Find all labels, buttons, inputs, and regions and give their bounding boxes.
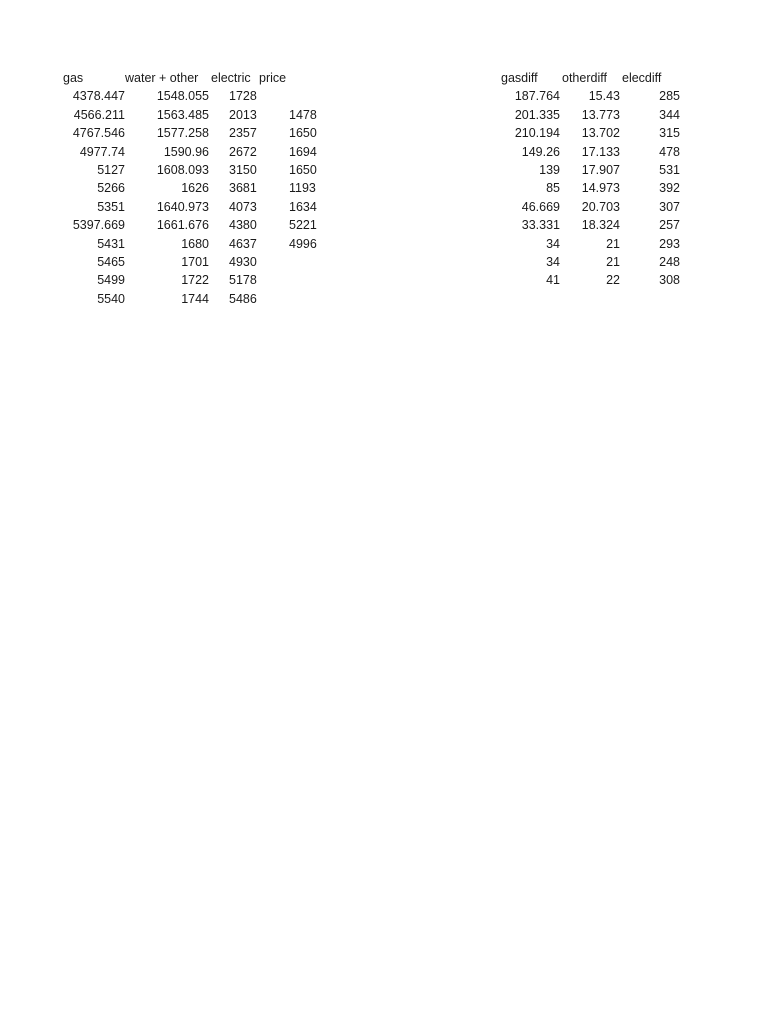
cell-otherdiff[interactable]: 18.324 (581, 218, 620, 233)
cell-electric[interactable]: 2013 (229, 107, 257, 122)
header-row (63, 69, 317, 87)
cell-gas[interactable]: 4767.546 (72, 126, 125, 141)
cell-elecdiff[interactable]: 293 (659, 236, 680, 251)
cell-gas[interactable]: 5397.669 (72, 218, 125, 233)
table-row (63, 290, 317, 308)
cell-gasdiff[interactable]: 210.194 (514, 126, 560, 141)
cell-electric[interactable]: 4380 (229, 218, 257, 233)
cell-price[interactable]: 1193 (289, 181, 316, 196)
cell-water-other[interactable]: 1577.258 (156, 126, 209, 141)
cell-otherdiff[interactable]: 13.702 (581, 126, 620, 141)
table-row (63, 87, 317, 105)
cell-electric[interactable]: 3150 (229, 163, 257, 178)
cell-electric[interactable]: 2672 (229, 144, 257, 159)
cell-elecdiff[interactable]: 531 (659, 163, 680, 178)
cell-otherdiff[interactable]: 21 (606, 255, 620, 270)
cell-gas[interactable]: 5465 (97, 255, 125, 270)
cell-gas[interactable]: 4378.447 (72, 89, 125, 104)
cell-price[interactable] (257, 271, 317, 289)
table-row (501, 198, 680, 216)
header-elecdiff[interactable]: elecdiff (622, 71, 662, 85)
cell-gasdiff[interactable]: 201.335 (514, 107, 560, 122)
cell-price[interactable]: 1478 (289, 107, 317, 122)
cell-otherdiff[interactable]: 14.973 (581, 181, 620, 196)
cell-elecdiff[interactable]: 344 (659, 107, 680, 122)
cell-price[interactable]: 1650 (289, 163, 317, 178)
table-row (63, 106, 317, 124)
cell-elecdiff[interactable]: 307 (659, 199, 680, 214)
table-row (63, 216, 317, 234)
cell-water-other[interactable]: 1701 (181, 255, 209, 270)
header-gas[interactable]: gas (63, 71, 84, 85)
cell-water-other[interactable]: 1680 (181, 236, 209, 251)
cell-water-other[interactable]: 1590.96 (163, 144, 209, 159)
cell-gas[interactable]: 4566.211 (73, 107, 125, 122)
header-otherdiff[interactable]: otherdiff (562, 71, 607, 85)
cell-elecdiff[interactable]: 478 (659, 144, 680, 159)
cell-gasdiff[interactable]: 34 (546, 255, 560, 270)
table-row (501, 143, 680, 161)
table-row (501, 106, 680, 124)
cell-gas[interactable]: 5431 (97, 236, 125, 251)
cell-gasdiff[interactable]: 85 (546, 181, 560, 196)
table-row (501, 87, 680, 105)
table-row (63, 161, 317, 179)
cell-gas[interactable]: 5540 (97, 291, 125, 306)
cell-otherdiff[interactable]: 17.133 (581, 144, 620, 159)
cell-elecdiff[interactable]: 315 (659, 126, 680, 141)
cell-otherdiff[interactable]: 15.43 (588, 89, 620, 104)
table-row (63, 235, 317, 253)
cell-otherdiff[interactable]: 21 (606, 236, 620, 251)
cell-gasdiff[interactable]: 33.331 (521, 218, 560, 233)
cell-water-other[interactable]: 1548.055 (156, 89, 209, 104)
cell-gas[interactable]: 5127 (97, 163, 125, 178)
cell-price[interactable] (257, 253, 317, 271)
cell-electric[interactable]: 5178 (229, 273, 257, 288)
cell-gas[interactable]: 5499 (97, 273, 125, 288)
cell-water-other[interactable]: 1608.093 (156, 163, 209, 178)
cell-water-other[interactable]: 1640.973 (156, 199, 209, 214)
cell-gasdiff[interactable]: 149.26 (521, 144, 560, 159)
cell-otherdiff[interactable]: 13.773 (581, 107, 620, 122)
cell-price[interactable]: 4996 (289, 236, 317, 251)
cell-electric[interactable]: 3681 (229, 181, 257, 196)
differences-table (501, 69, 680, 290)
table-row (63, 124, 317, 142)
table-row (501, 179, 680, 197)
cell-otherdiff[interactable]: 22 (606, 273, 620, 288)
table-row (63, 253, 317, 271)
cell-electric[interactable]: 2357 (229, 126, 257, 141)
header-electric[interactable]: electric (211, 71, 251, 85)
cell-electric[interactable]: 4073 (229, 199, 257, 214)
cell-gasdiff[interactable]: 46.669 (521, 199, 560, 214)
cell-gasdiff[interactable]: 34 (546, 236, 560, 251)
table-row (63, 143, 317, 161)
cell-price[interactable]: 1694 (289, 144, 317, 159)
cell-gas[interactable]: 5351 (97, 199, 125, 214)
cell-price[interactable] (257, 87, 317, 105)
table-row (501, 235, 680, 253)
cell-elecdiff[interactable]: 392 (659, 181, 680, 196)
table-row (501, 161, 680, 179)
table-row (63, 198, 317, 216)
cell-gasdiff[interactable]: 139 (539, 163, 560, 178)
cell-electric[interactable]: 1728 (229, 89, 257, 104)
table-row (63, 271, 317, 289)
cell-otherdiff[interactable]: 17.907 (581, 163, 620, 178)
table-row (501, 124, 680, 142)
cell-water-other[interactable]: 1626 (181, 181, 209, 196)
cell-gas[interactable]: 5266 (97, 181, 125, 196)
table-row (501, 271, 680, 289)
cell-water-other[interactable]: 1722 (181, 273, 209, 288)
cell-water-other[interactable]: 1563.485 (156, 107, 209, 122)
header-price[interactable]: price (259, 71, 287, 85)
cell-electric[interactable]: 4637 (229, 236, 257, 251)
cell-elecdiff[interactable]: 285 (659, 89, 680, 104)
cell-otherdiff[interactable]: 20.703 (581, 199, 620, 214)
table-row (501, 253, 680, 271)
table-row (63, 179, 317, 197)
cell-gasdiff[interactable]: 187.764 (514, 89, 560, 104)
header-row (501, 69, 680, 87)
utility-readings-table (63, 69, 317, 308)
cell-price[interactable]: 5221 (289, 218, 317, 233)
header-gasdiff[interactable]: gasdiff (501, 71, 538, 85)
table-row (501, 216, 680, 234)
cell-price[interactable]: 1634 (289, 199, 317, 214)
header-water-other[interactable]: water + other (125, 71, 199, 85)
cell-water-other[interactable]: 1744 (181, 291, 209, 306)
cell-price[interactable] (257, 290, 317, 308)
cell-water-other[interactable]: 1661.676 (156, 218, 209, 233)
cell-electric[interactable]: 4930 (229, 255, 257, 270)
cell-gas[interactable]: 4977.74 (79, 144, 125, 159)
cell-gasdiff[interactable]: 41 (546, 273, 560, 288)
cell-electric[interactable]: 5486 (229, 291, 257, 306)
cell-elecdiff[interactable]: 308 (659, 273, 680, 288)
cell-elecdiff[interactable]: 248 (659, 255, 680, 270)
cell-elecdiff[interactable]: 257 (659, 218, 680, 233)
cell-price[interactable]: 1650 (289, 126, 317, 141)
